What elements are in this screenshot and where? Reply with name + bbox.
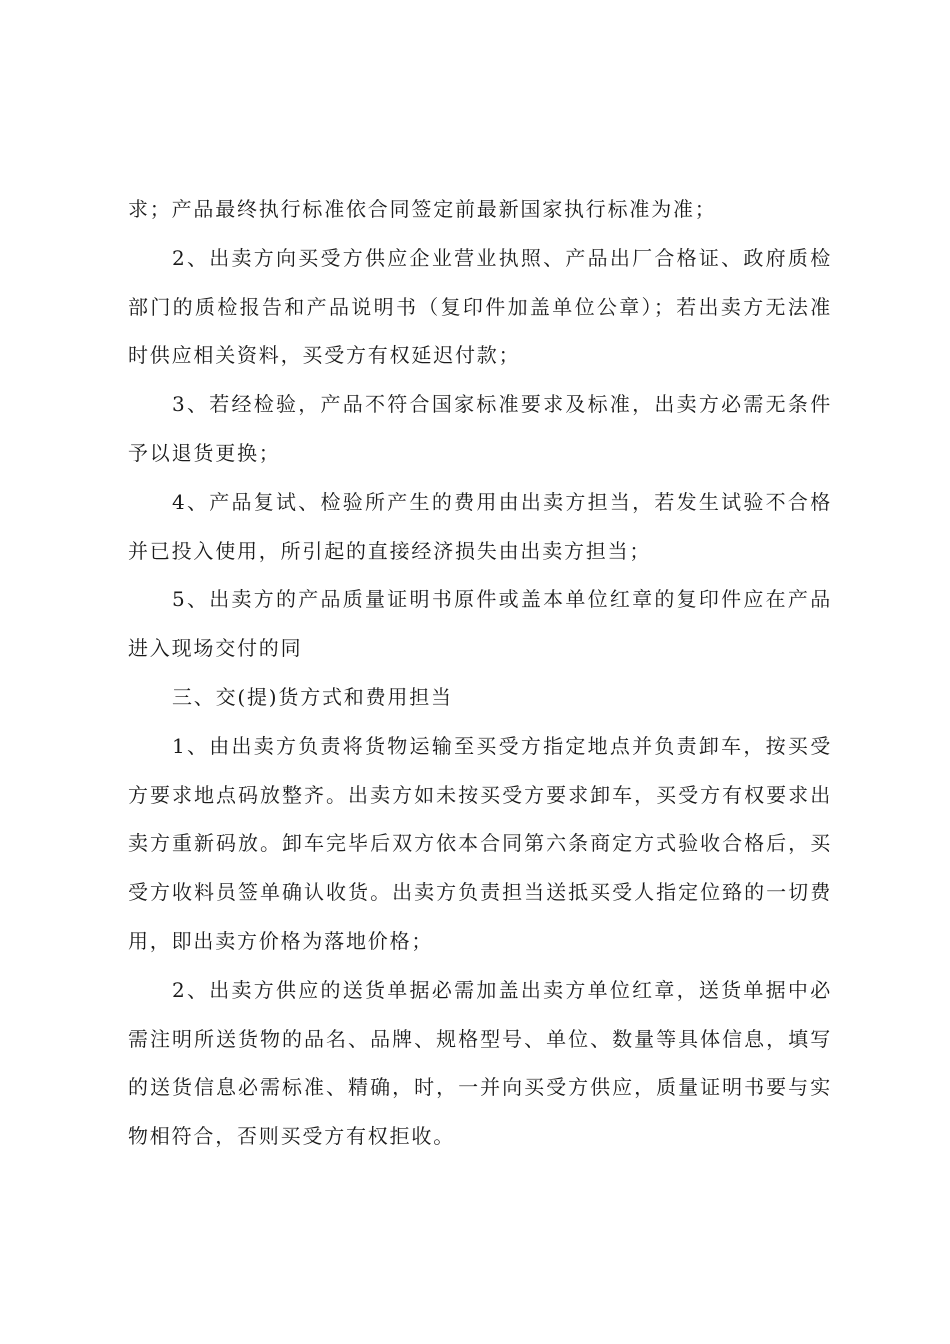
paragraph-delivery-item-1: 1、由出卖方负责将货物运输至买受方指定地点并负责卸车，按买受方要求地点码放整齐。出卖方如未按买受方要求卸车，买受方有权要求出卖方重新码放。卸车完毕后双方依本合同第六条商定方式验收合格后，买受方收料员签单确认收货。出卖方负责担当送抵买受人指定位臵的一切费用，即出卖方价格为落地价格； — [128, 733, 832, 953]
paragraph-delivery-item-2: 2、出卖方供应的送货单据必需加盖出卖方单位红章，送货单据中必需注明所送货物的品名、品牌、规格型号、单位、数量等具体信息，填写的送货信息必需标准、精确，时，一并向买受方供应，质量证明书要与实物相符合，否则买受方有权拒收。 — [128, 977, 832, 1149]
paragraph-item-4-retest-costs: 4、产品复试、检验所产生的费用由出卖方担当，若发生试验不合格并已投入使用，所引起的直接经济损失由出卖方担当； — [128, 489, 832, 563]
paragraph-item-3-inspection: 3、若经检验，产品不符合国家标准要求及标准，出卖方必需无条件予以退货更换； — [128, 392, 832, 465]
paragraph-item-5-quality-certificate: 5、出卖方的产品质量证明书原件或盖本单位红章的复印件应在产品进入现场交付的同 — [128, 587, 832, 661]
paragraph-continuation: 求；产品最终执行标准依合同签定前最新国家执行标准为准； — [128, 197, 717, 221]
section-heading-delivery: 三、交(提)货方式和费用担当 — [172, 684, 453, 709]
document-body — [128, 185, 832, 1161]
paragraph-item-2-certificates: 2、出卖方向买受方供应企业营业执照、产品出厂合格证、政府质检部门的质检报告和产品说明书（复印件加盖单位公章）；若出卖方无法准时供应相关资料，买受方有权延迟付款； — [128, 245, 832, 368]
